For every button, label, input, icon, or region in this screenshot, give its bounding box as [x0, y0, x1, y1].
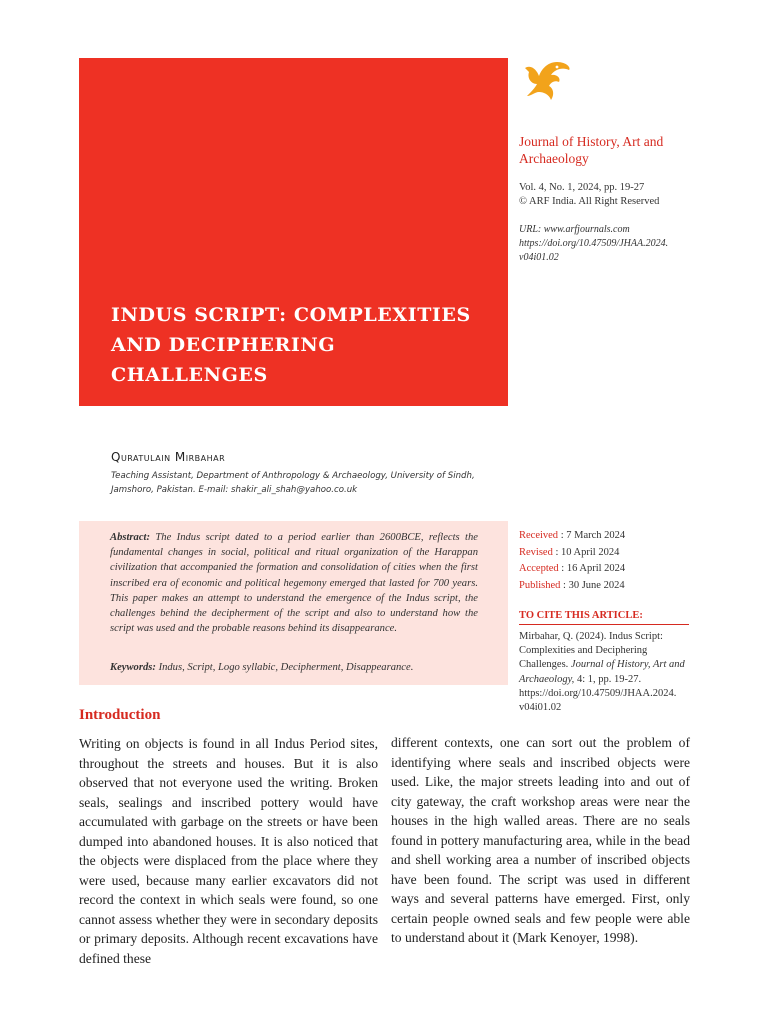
volume-line: Vol. 4, No. 1, 2024, pp. 19-27: [519, 182, 645, 193]
copyright-line: © ARF India. All Right Reserved: [519, 196, 660, 207]
title-block: [79, 58, 508, 406]
revised-date: Revised : 10 April 2024: [519, 546, 620, 558]
url-line[interactable]: URL: www.arfjournals.com: [519, 224, 630, 235]
affiliation-line: Jamshoro, Pakistan. E-mail: shakir_ali_shah@yahoo.co.uk: [111, 485, 358, 495]
body-column-left: Writing on objects is found in all Indus Period sites, throughout the streets and houses. But it is also observed that not everyone used the writing. Broken seals, sealings and inscribed pottery would have accumulated with garbage on the streets or have been dumped into abandoned houses. It is also noticed that the objects were displaced from the place where they were used, because many earlier excavators did not record the context in which seals were found, so one cannot assess whether they were in secondary deposits or primary deposits. Although recent excavations have defined these: [79, 736, 378, 966]
keywords: [110, 662, 490, 673]
journal-url: [519, 223, 719, 265]
accepted-date: Accepted : 16 April 2024: [519, 563, 626, 574]
abstract-text: The Indus script dated to a period earlier than 2600BCE, reflects the fundamental changes in social, political and ritual organization of the Harappan civilization that accompanied the formation and consolidation of cities when the first inscribed era of economic and political hegemony emerged that lasted for 700 years. This paper makes an attempt to understand the emergence of the Indus script, the challenges behind the decipherment of the script and also to understand how the script was used and the probable reasons behind its disappearance.: [110, 532, 478, 635]
title-line: CHALLENGES: [111, 364, 268, 386]
article-dates: [519, 528, 689, 594]
keywords-label: Keywords:: [110, 662, 156, 673]
citation: Mirbahar, Q. (2024). Indus Script: Complexities and Deciphering Challenges. Journal of History, Art and Archaeology, 4: 1, pp. 19-27. https://doi.org/10.47509/JHAA.2024. v04i01.02: [519, 631, 685, 714]
abstract-label: Abstract:: [110, 532, 151, 543]
title-line: INDUS SCRIPT: COMPLEXITIES: [111, 304, 471, 326]
author-name: Quratulain Mirbahar: [111, 450, 226, 464]
abstract: [110, 530, 478, 636]
author-affiliation: [111, 469, 491, 497]
abstract-box: [79, 521, 508, 685]
body-column-right: different contexts, one can sort out the problem of identifying where seals and inscribed objects were used. Like, the major streets leading into and out of city gateway, the craft workshop areas were near the houses in the high walled areas. There are no seals found in pottery manufacturing area, while in the bead and shell working area a number of inscribed objects have been found. The script was used in different ways and several patterns have emerged. First, only certain people owned seals and few people were able to understand about it (Mark Kenoyer, 1998).: [391, 735, 690, 945]
journal-name: Journal of History, Art and Archaeology: [519, 134, 664, 166]
affiliation-line: Teaching Assistant, Department of Anthropology & Archaeology, University of Sindh,: [111, 471, 475, 481]
doi-line[interactable]: https://doi.org/10.47509/JHAA.2024.: [519, 238, 669, 249]
title-line: AND DECIPHERING: [111, 334, 336, 356]
published-date: Published : 30 June 2024: [519, 579, 625, 591]
article-title: [111, 300, 491, 390]
keywords-text: Indus, Script, Logo syllabic, Decipherment, Disappearance.: [158, 662, 414, 673]
cite-heading: TO CITE THIS ARTICLE:: [519, 610, 689, 625]
introduction-heading: Introduction: [79, 707, 161, 723]
received-date: Received : 7 March 2024: [519, 530, 626, 541]
doi-line-end[interactable]: v04i01.02: [519, 252, 559, 263]
volume-info: [519, 181, 719, 209]
bird-logo-icon: [517, 58, 575, 104]
